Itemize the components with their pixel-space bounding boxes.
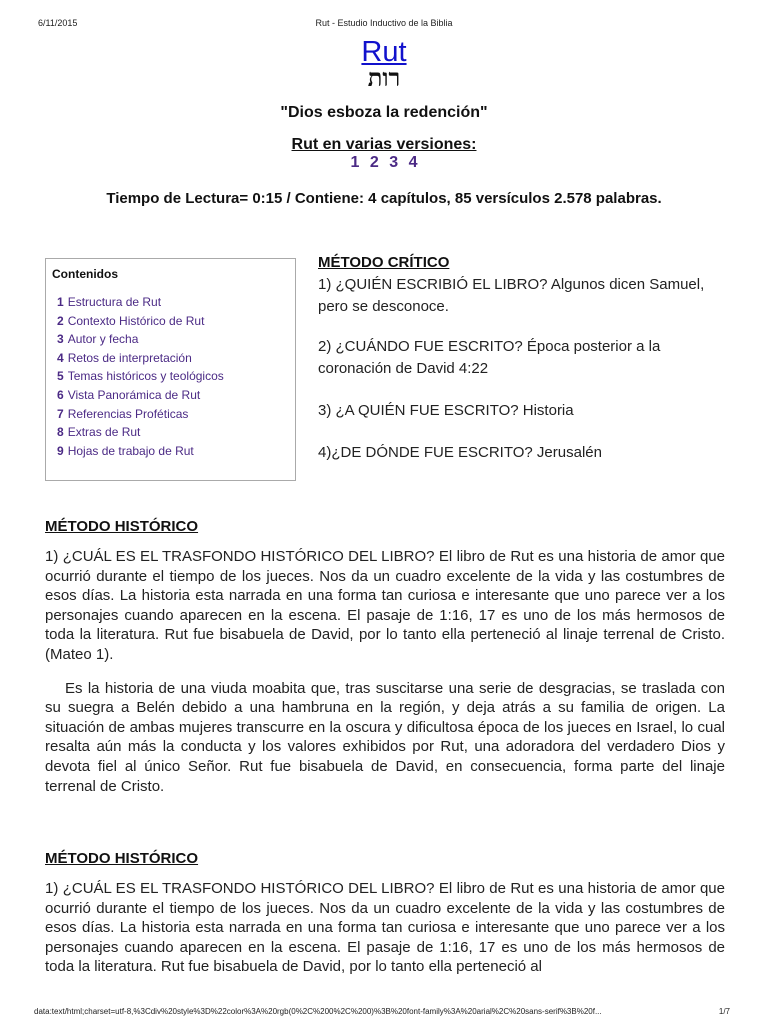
print-url: data:text/html;charset=utf-8,%3Cdiv%20style%3D%22color%3A%20rgb(0%2C%200%2C%200)%3B%20font-family%3A%20arial%2C%20sans-serif%3B%20f... xyxy=(34,1007,602,1016)
paragraph: 1) ¿CUÁL ES EL TRASFONDO HISTÓRICO DEL LIBRO? El libro de Rut es una historia de amor que ocurrió durante el tiempo de los jueces. Nos da un cuadro excelente de la vida y las costumbres de esos días. La historia esta narrada en una forma tan curiosa e interesante que uno parece ver a los personajes cuando aparecen en la escena. El pasaje de 1:16, 17 es uno de los más hermosos de toda la literatura. Rut fue bisabuela de David, por lo tanto ella perteneció al linaje terrenal de Cristo. (Mateo 1). xyxy=(45,548,725,663)
toc-item-estructura[interactable] xyxy=(52,293,289,312)
print-date: 6/11/2015 xyxy=(38,18,78,28)
toc-item-number: 1 xyxy=(57,295,64,309)
question-who: 1) ¿QUIÉN ESCRIBIÓ EL LIBRO? Algunos dicen Samuel, pero se desconoce. xyxy=(318,276,705,315)
toc-item-number: 5 xyxy=(57,369,64,384)
toc-item-temas[interactable] xyxy=(52,367,289,386)
toc-item-label: Autor y fecha xyxy=(67,332,139,347)
section-heading: MÉTODO CRÍTICO xyxy=(318,254,450,271)
toc-item-contexto-historico[interactable] xyxy=(52,312,289,331)
hero xyxy=(0,36,768,207)
version-link-4[interactable]: 4 xyxy=(408,154,418,171)
toc-item-label: Estructura de Rut xyxy=(67,295,162,309)
toc-item-referencias[interactable] xyxy=(52,405,289,424)
toc-item-label: Referencias Proféticas xyxy=(67,406,189,421)
toc-item-hojas-trabajo[interactable] xyxy=(52,442,289,461)
table-of-contents xyxy=(45,258,296,481)
question-when: 2) ¿CUÁNDO FUE ESCRITO? Época posterior a la coronación de David 4:22 xyxy=(318,338,661,377)
toc-title: Contenidos xyxy=(52,267,118,281)
toc-item-number: 8 xyxy=(57,425,64,440)
metodo-critico xyxy=(318,252,728,484)
toc-item-vista-panoramica[interactable] xyxy=(52,386,289,405)
versions-links xyxy=(0,154,768,172)
question-to-whom: 3) ¿A QUIÉN FUE ESCRITO? Historia xyxy=(318,402,574,419)
toc-item-number: 6 xyxy=(57,387,64,402)
toc-item-label: Contexto Histórico de Rut xyxy=(67,313,205,328)
print-page-title: Rut - Estudio Inductivo de la Biblia xyxy=(315,18,453,28)
metodo-historico-2 xyxy=(45,850,725,977)
toc-item-retos[interactable] xyxy=(52,349,289,368)
toc-item-number: 2 xyxy=(57,313,64,328)
page-number: 1/7 xyxy=(718,1007,730,1016)
versions-label: Rut en varias versiones: xyxy=(291,136,477,153)
toc-item-number: 9 xyxy=(57,443,64,458)
subtitle: "Dios esboza la redención" xyxy=(280,104,488,121)
toc-item-label: Temas históricos y teológicos xyxy=(67,369,224,384)
toc-item-label: Retos de interpretación xyxy=(67,350,192,365)
toc-item-number: 3 xyxy=(57,332,64,347)
metodo-historico-1 xyxy=(45,518,725,796)
toc-item-label: Vista Panorámica de Rut xyxy=(67,387,201,402)
section-heading: MÉTODO HISTÓRICO xyxy=(45,850,199,867)
reading-info: Tiempo de Lectura= 0:15 / Contiene: 4 capítulos, 85 versículos 2.578 palabras. xyxy=(106,190,662,207)
version-link-2[interactable]: 2 xyxy=(369,154,379,171)
toc-item-autor-fecha[interactable] xyxy=(52,330,289,349)
version-link-1[interactable]: 1 xyxy=(350,154,360,171)
section-heading: MÉTODO HISTÓRICO xyxy=(45,518,199,535)
toc-item-label: Hojas de trabajo de Rut xyxy=(67,443,194,458)
paragraph: 1) ¿CUÁL ES EL TRASFONDO HISTÓRICO DEL LIBRO? El libro de Rut es una historia de amor que ocurrió durante el tiempo de los jueces. Nos da un cuadro excelente de la vida y las costumbres de esos días. La historia esta narrada en una forma tan curiosa e interesante que uno parece ver a los personajes cuando aparecen en la escena. El pasaje de 1:16, 17 es uno de los más hermosos de toda la literatura. Rut fue bisabuela de David, por lo tanto ella perteneció al xyxy=(45,880,725,976)
toc-item-number: 4 xyxy=(57,350,64,365)
version-link-3[interactable]: 3 xyxy=(389,154,399,171)
toc-item-extras[interactable] xyxy=(52,423,289,442)
toc-item-number: 7 xyxy=(57,406,64,421)
book-title-link[interactable]: Rut xyxy=(361,36,407,68)
hebrew-title: רות xyxy=(367,63,401,92)
paragraph: Es la historia de una viuda moabita que, tras suscitarse una serie de desgracias, se traslada con su suegra a Belén debido a una hambruna en la región, y deja atrás a su familia de origen. La situación de ambas mujeres transcurre en la oscura y dificultosa época de los jueces en Israel, lo cual resalta aún más la conducta y los valores exhibidos por Rut, una adoradora del verdadero Dios y devota fiel al único Señor. Rut fue bisabuela de David, en consecuencia, forma parte del linaje terrenal de Cristo. xyxy=(45,679,725,795)
toc-item-label: Extras de Rut xyxy=(67,425,141,440)
question-where: 4)¿DE DÓNDE FUE ESCRITO? Jerusalén xyxy=(318,444,602,461)
